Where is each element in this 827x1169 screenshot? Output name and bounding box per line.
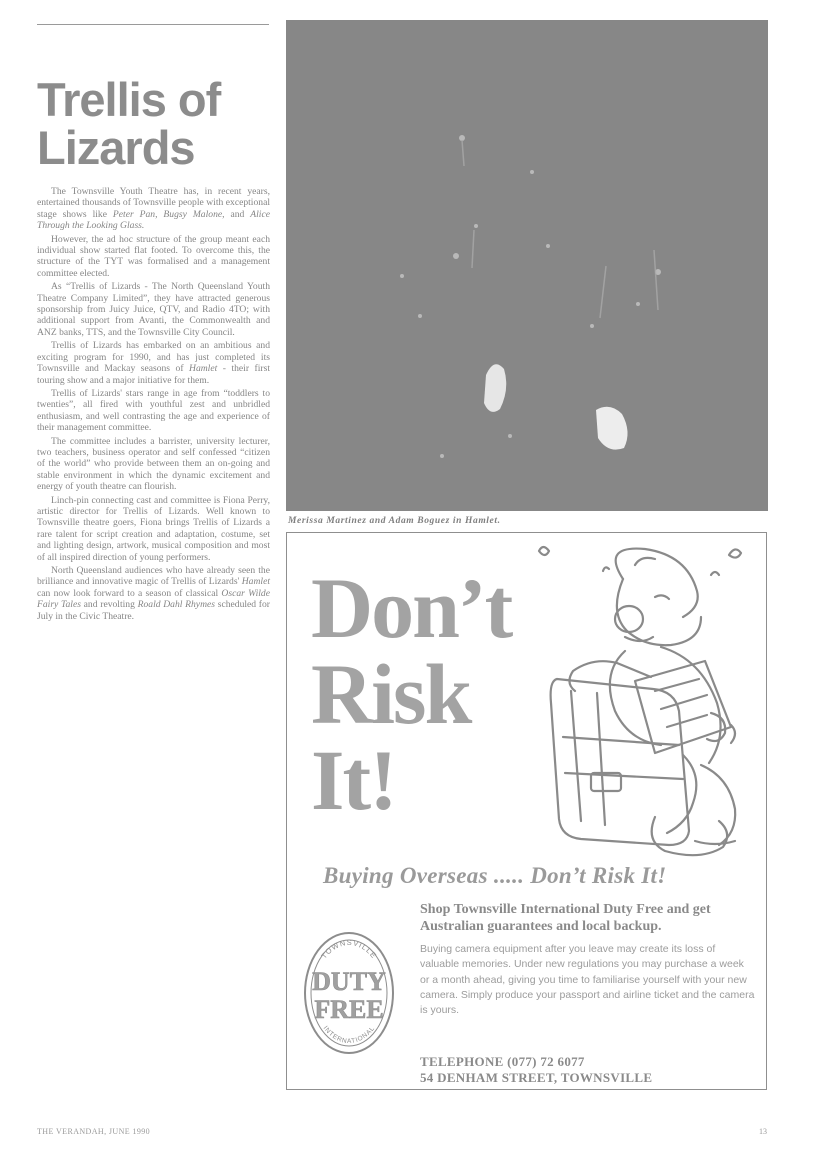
tourist-cartoon-illustration (505, 541, 755, 861)
seal-top-text: TOWNSVILLE (319, 937, 379, 961)
stage-photo (286, 20, 768, 511)
ad-contact (420, 1054, 755, 1086)
article-text: scheduled for July in the Civic Theatre. (37, 599, 270, 622)
article-paragraph (37, 495, 270, 563)
article-text: and (224, 208, 251, 220)
article-title-ref: Oscar Wilde Fairy Tales (37, 587, 270, 611)
photo-image (286, 20, 768, 511)
article-title-ref: Peter Pan, Bugsy Malone, (112, 208, 225, 220)
ad-address: 54 DENHAM STREET, TOWNSVILLE (420, 1070, 653, 1085)
seal-line-2: FREE (314, 995, 384, 1024)
svg-text:INTERNATIONAL (322, 1025, 377, 1045)
article-paragraph (37, 186, 270, 232)
article-text: The Townsville Youth Theatre has, in recent years, entertained thousands of Townsville people with exceptional stage shows like (37, 186, 270, 220)
article-paragraph (37, 565, 270, 622)
ad-headline (311, 560, 512, 828)
article-title-ref: Alice Through the Looking Glass. (37, 208, 270, 232)
ad-telephone: TELEPHONE (077) 72 6077 (420, 1054, 585, 1069)
article-paragraph (37, 281, 270, 338)
article-title-ref: Roald Dahl Rhymes (137, 599, 215, 611)
footer-page-number: 13 (759, 1127, 767, 1136)
ad-subheading: Shop Townsville International Duty Free and get Australian guarantees and local backup. (420, 902, 711, 934)
ad-headline-line-3: It! (311, 732, 396, 828)
ad-headline-line-2: Risk (311, 646, 471, 742)
article-text: Linch-pin connecting cast and committee is Fiona Perry, artistic director for Trellis of Lizards. Well known to Townsville theatre goers, Fiona brings Trellis of Lizards a rare talent for script creation and adaptation, costume, set and lighting design, artwork, musical composition and most of all inspired direction of young performers. (37, 494, 270, 563)
article-text: As “Trellis of Lizards - The North Queensland Youth Theatre Company Limited”, they have attracted generous sponsorship from Juicy Juice, QTV, and Radio 4TO; with additional support from Avanti, the Commonwealth and ANZ banks, TTS, and the Townsville City Council. (37, 281, 270, 338)
article-title-ref: Hamlet (189, 363, 218, 375)
article-title-ref: Hamlet (241, 576, 270, 588)
seal-line-1: DUTY (312, 967, 386, 996)
article-body (37, 186, 270, 624)
article-headline: Trellis of Lizards (37, 73, 221, 174)
article-paragraph (37, 436, 270, 493)
ad-body-copy: Buying camera equipment after you leave may create its loss of valuable memories. Under new regulations you may purchase a week or a month ahead, giving you time to familiarise yourself with your new camera. Simply produce your passport and airline ticket and the camera is yours. (420, 943, 755, 1017)
ad-tagline: Buying Overseas ..... Don’t Risk It! (323, 863, 667, 888)
ad-headline-line-1: Don’t (311, 560, 512, 656)
article-text: The committee includes a barrister, university lecturer, two teachers, business operator and self confessed “citizen of the world” who provide between them an on-going and stable environment in which the dynamic excitement and energy of youth theatre can flourish. (37, 435, 270, 493)
top-rule (37, 24, 269, 25)
duty-free-ad (286, 532, 767, 1090)
article-text: - their first touring show and a major initiative for them. (37, 363, 270, 386)
article-text: Trellis of Lizards' stars range in age from “toddlers to twenties”, all fired with youthful zest and unbridled enthusiasm, and well contrasting the age and experience of their management committee. (37, 387, 270, 434)
article-text: and revolting (80, 599, 138, 611)
seal-bottom-text: INTERNATIONAL (321, 1024, 377, 1046)
article-text: However, the ad hoc structure of the group meant each individual show started flat footed. To overcome this, the structure of the TYT was formalised and a management committee elected. (37, 233, 270, 279)
footer-publication: THE VERANDAH, JUNE 1990 (37, 1127, 151, 1136)
article-text: North Queensland audiences who have already seen the brilliance and innovative magic of Trellis of Lizards' (37, 565, 270, 588)
article-paragraph (37, 340, 270, 386)
photo-caption: Merissa Martinez and Adam Boguez in Hamlet. (288, 516, 501, 526)
article-paragraph (37, 388, 270, 434)
article-text: Trellis of Lizards has embarked on an ambitious and exciting program for 1990, and has just completed its Townsville and Mackay seasons of (37, 340, 270, 375)
duty-free-seal-logo (301, 930, 397, 1056)
article-text: can now look forward to a season of classical (37, 587, 222, 599)
article-paragraph (37, 234, 270, 280)
svg-text:TOWNSVILLE (319, 938, 378, 960)
